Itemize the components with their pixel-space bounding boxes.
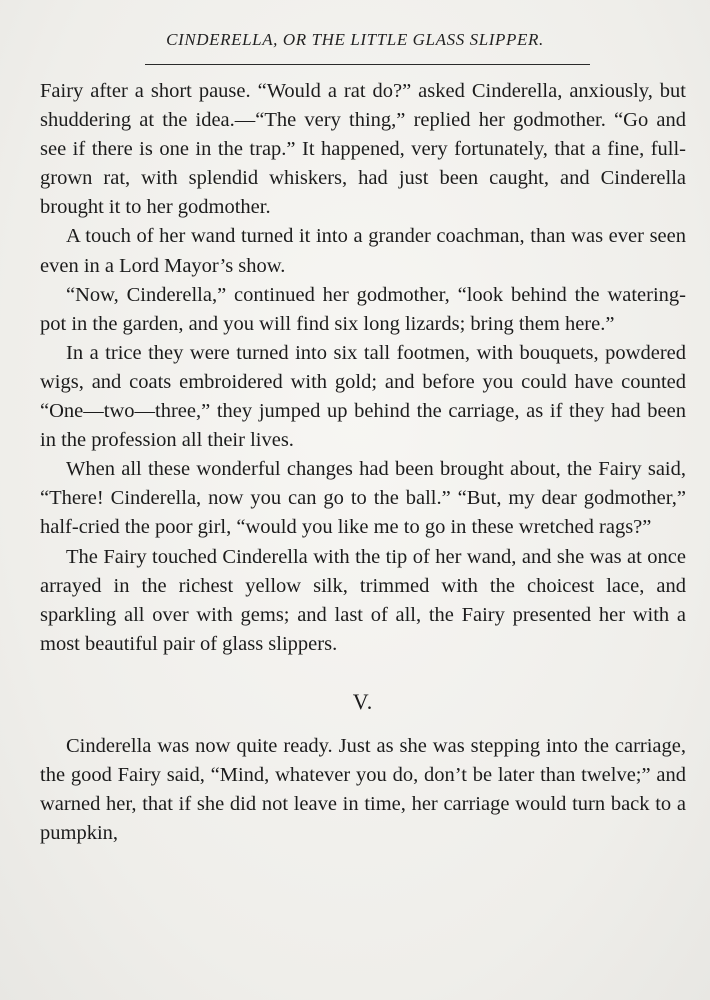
paragraph-2: A touch of her wand turned it into a grander coachman, than was ever seen even in a Lord Mayor’s show.	[40, 225, 686, 277]
paragraph-4: In a trice they were turned into six tall footmen, with bouquets, powdered wigs, and coats embroidered with gold; and before you could have counted “One—two—three,” they jumped up behind the carriage, as if they had been in the profession all their lives.	[40, 341, 686, 452]
body-text	[40, 77, 686, 848]
header-rule	[145, 64, 590, 65]
section-numeral: V.	[352, 688, 374, 714]
paragraph-5: When all these wonderful changes had been brought about, the Fairy said, “There! Cinderella, now you can go to the ball.” “But, my dear godmother,” half-cried the poor girl, “would you like me to go in these wretched rags?”	[40, 458, 686, 539]
paragraph-3: “Now, Cinderella,” continued her godmother, “look behind the watering-pot in the garden, and you will find six long lizards; bring them here.”	[40, 283, 686, 335]
section-paragraph: Cinderella was now quite ready. Just as she was stepping into the carriage, the good Fairy said, “Mind, whatever you do, don’t be later than twelve;” and warned her, that if she did not leave in time, her carriage would turn back to a pumpkin,	[40, 734, 686, 845]
paragraph-6: The Fairy touched Cinderella with the tip of her wand, and she was at once arrayed in the richest yellow silk, trimmed with the choicest lace, and sparkling all over with gems; and last of all, the Fairy presented her with a most beautiful pair of glass slippers.	[40, 545, 686, 655]
paragraph-1: Fairy after a short pause. “Would a rat do?” asked Cinderella, anxiously, but shuddering at the idea.—“The very thing,” replied her godmother. “Go and see if there is one in the trap.” It happened, very fortunately, that a fine, full-grown rat, with splendid whiskers, had just been caught, and Cinderella brought it to her godmother.	[40, 80, 686, 219]
running-head: CINDERELLA, OR THE LITTLE GLASS SLIPPER.	[166, 30, 544, 49]
